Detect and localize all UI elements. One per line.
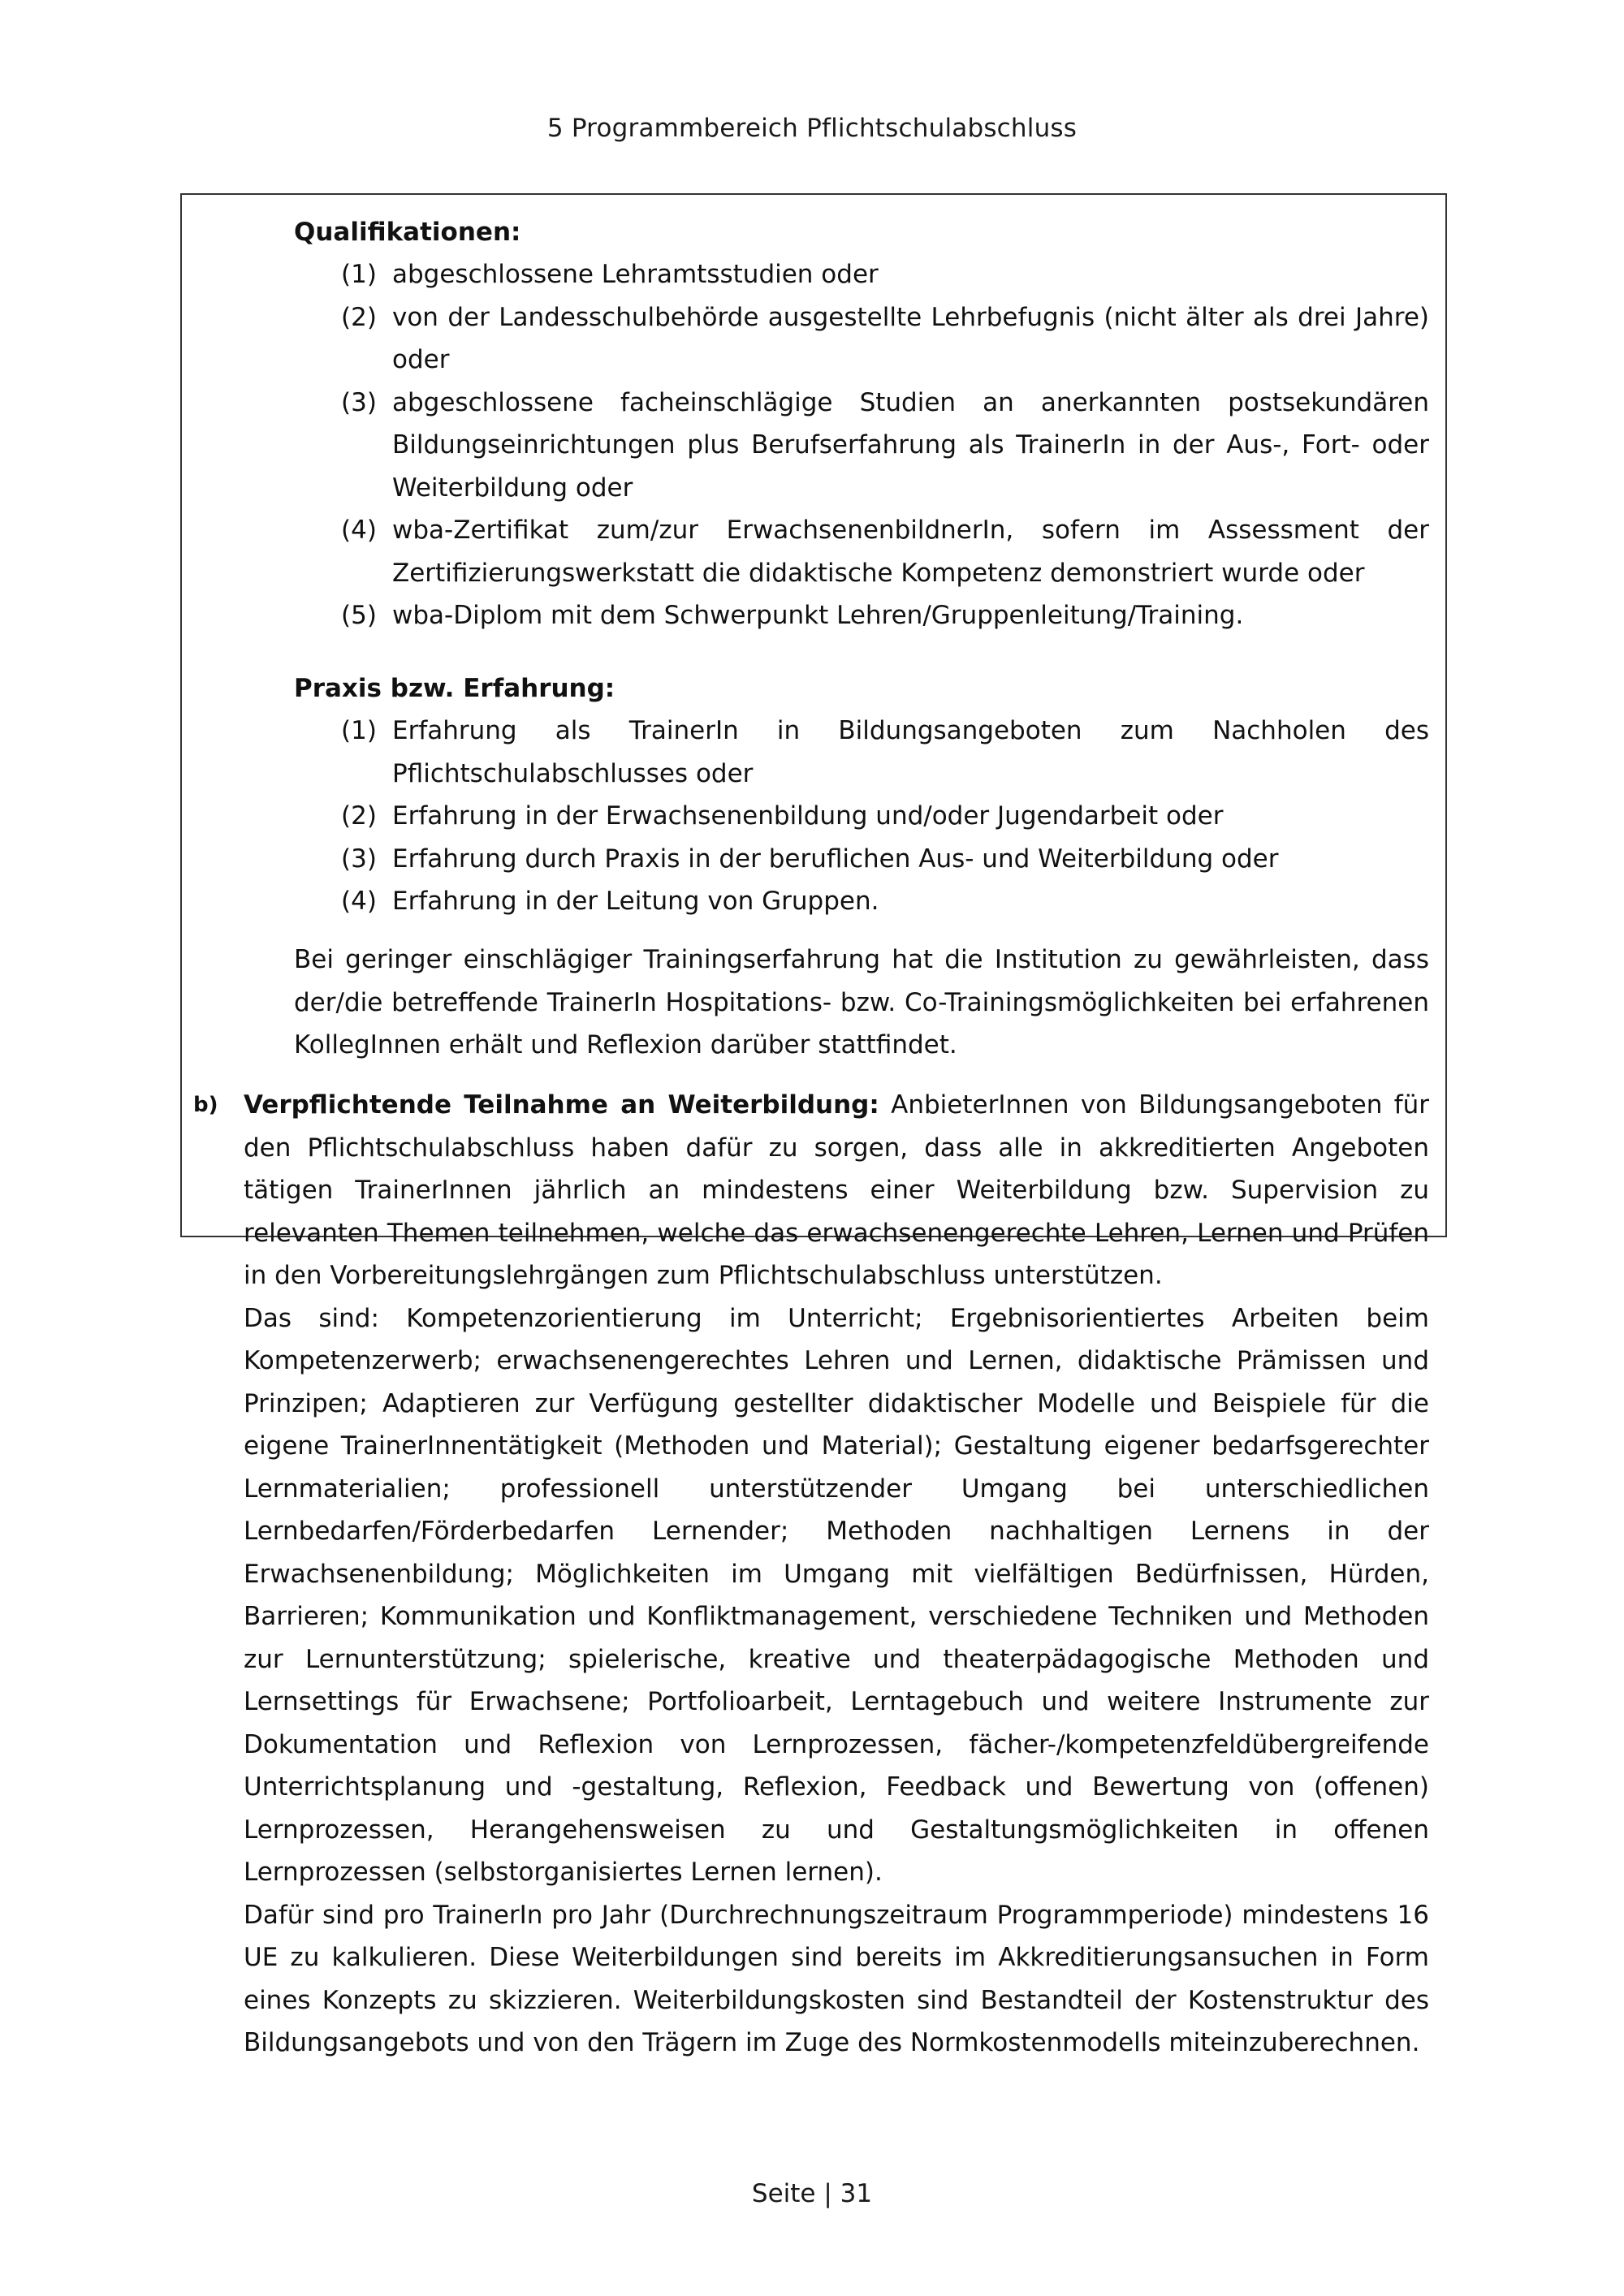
- page-number: Seite | 31: [751, 2179, 873, 2208]
- list-text: Erfahrung durch Praxis in der beruflichen Aus- und Weiterbildung oder: [392, 844, 1279, 874]
- list-text: abgeschlossene Lehramtsstudien oder: [392, 260, 879, 289]
- page-header: 5 Programmbereich Pflichtschulabschluss: [546, 114, 1078, 143]
- list-item: [341, 795, 1429, 838]
- list-number: (1): [341, 260, 377, 289]
- section-b-topics: Das sind: Kompetenzorientierung im Unterricht; Ergebnisorientiertes Arbeiten beim Kompetenzerwerb; erwachsenengerechtes Lehren und Lernen, didaktische Prämissen und Prinzipen; Adaptieren zur Verfügung gestellter didaktischer Modelle und Beispiele für die eigene TrainerInnentätigkeit (Methoden und Material); Gestaltung eigener bedarfsgerechter Lernmaterialien; professionell unterstützender Umgang bei unterschiedlichen Lernbedarfen/Förderbedarfen Lernender; Methoden nachhaltigen Lernens in der Erwachsenenbildung; Möglichkeiten im Umgang mit vielfältigen Bedürfnissen, Hürden, Barrieren; Kommunikation und Konfliktmanagement, verschiedene Techniken und Methoden zur Lernunterstützung; spielerische, kreative und theaterpädagogische Methoden und Lernsettings für Erwachsene; Portfolioarbeit, Lerntagebuch und weitere Instrumente zur Dokumentation und Reflexion von Lernprozessen, fächer-/kompetenzfeldübergreifende Unterrichtsplanung und -gestaltung, Reflexion, Feedback und Bewertung von (offenen) Lernprozessen, Herangehensweisen zu und Gestaltungsmöglichkeiten in offenen Lernprozessen (selbstorganisiertes Lernen lernen).: [244, 1303, 1429, 1887]
- list-text: Erfahrung in der Leitung von Gruppen.: [392, 887, 879, 916]
- list-number: (4): [341, 516, 377, 545]
- section-b-label: b): [193, 1093, 218, 1117]
- list-text: Erfahrung in der Erwachsenenbildung und/oder Jugendarbeit oder: [392, 801, 1224, 831]
- list-text: wba-Zertifikat zum/zur ErwachsenenbildnerIn, sofern im Assessment der Zertifizierungswerkstatt die didaktische Kompetenz demonstriert wurde oder: [392, 516, 1429, 588]
- list-number: (5): [341, 601, 377, 630]
- list-number: (2): [341, 801, 377, 831]
- list-item: [341, 296, 1429, 382]
- qualifikationen-list: [341, 253, 1429, 637]
- list-item: [341, 382, 1429, 510]
- section-b-intro: AnbieterInnen von Bildungsangeboten für den Pflichtschulabschluss haben dafür zu sorgen, dass alle in akkreditierten Angeboten tätigen TrainerInnen jährlich an mindestens einer Weiterbildung bzw. Supervision zu relevanten Themen teilnehmen, welche das erwachsenengerechte Lehren, Lernen und Prüfen in den Vorbereitungslehrgängen zum Pflichtschulabschluss unterstützen.: [244, 1090, 1429, 1290]
- section-b-hours: Dafür sind pro TrainerIn pro Jahr (Durchrechnungszeitraum Programmperiode) mindestens 16 UE zu kalkulieren. Diese Weiterbildungen sind bereits im Akkreditierungsansuchen in Form eines Konzepts zu skizzieren. Weiterbildungskosten sind Bestandteil der Kostenstruktur des Bildungsangebots und von den Trägern im Zuge des Normkostenmodells miteinzuberechnen.: [244, 1900, 1429, 2057]
- list-item: [341, 594, 1429, 637]
- list-item: [341, 509, 1429, 594]
- qualifikationen-heading: Qualifikationen:: [294, 218, 521, 247]
- praxis-heading: Praxis bzw. Erfahrung:: [294, 674, 615, 703]
- section-b-intro-paragraph: [244, 1084, 1429, 1297]
- section-b-body: [244, 1084, 1429, 2065]
- list-text: Erfahrung als TrainerIn in Bildungsangeboten zum Nachholen des Pflichtschulabschlusses oder: [392, 716, 1429, 788]
- list-number: (1): [341, 716, 377, 745]
- section-b-title: Verpflichtende Teilnahme an Weiterbildung:: [244, 1090, 879, 1120]
- list-item: [341, 880, 1429, 923]
- list-number: (2): [341, 302, 377, 332]
- list-text: von der Landesschulbehörde ausgestellte Lehrbefugnis (nicht älter als drei Jahre) oder: [392, 302, 1429, 374]
- list-number: (4): [341, 887, 377, 916]
- praxis-list: [341, 710, 1429, 923]
- list-text: abgeschlossene facheinschlägige Studien an anerkannten postsekundären Bildungseinrichtungen plus Berufserfahrung als TrainerIn in der Aus-, Fort- oder Weiterbildung oder: [392, 387, 1429, 503]
- list-item: [341, 253, 1429, 296]
- praxis-note: Bei geringer einschlägiger Trainingserfahrung hat die Institution zu gewährleisten, dass der/die betreffende TrainerIn Hospitations- bzw. Co-Trainingsmöglichkeiten bei erfahrenen KollegInnen erhält und Reflexion darüber stattfindet.: [294, 945, 1429, 1060]
- list-number: (3): [341, 387, 377, 417]
- list-text: wba-Diplom mit dem Schwerpunkt Lehren/Gruppenleitung/Training.: [392, 601, 1244, 630]
- list-number: (3): [341, 844, 377, 874]
- list-item: [341, 710, 1429, 795]
- list-item: [341, 838, 1429, 881]
